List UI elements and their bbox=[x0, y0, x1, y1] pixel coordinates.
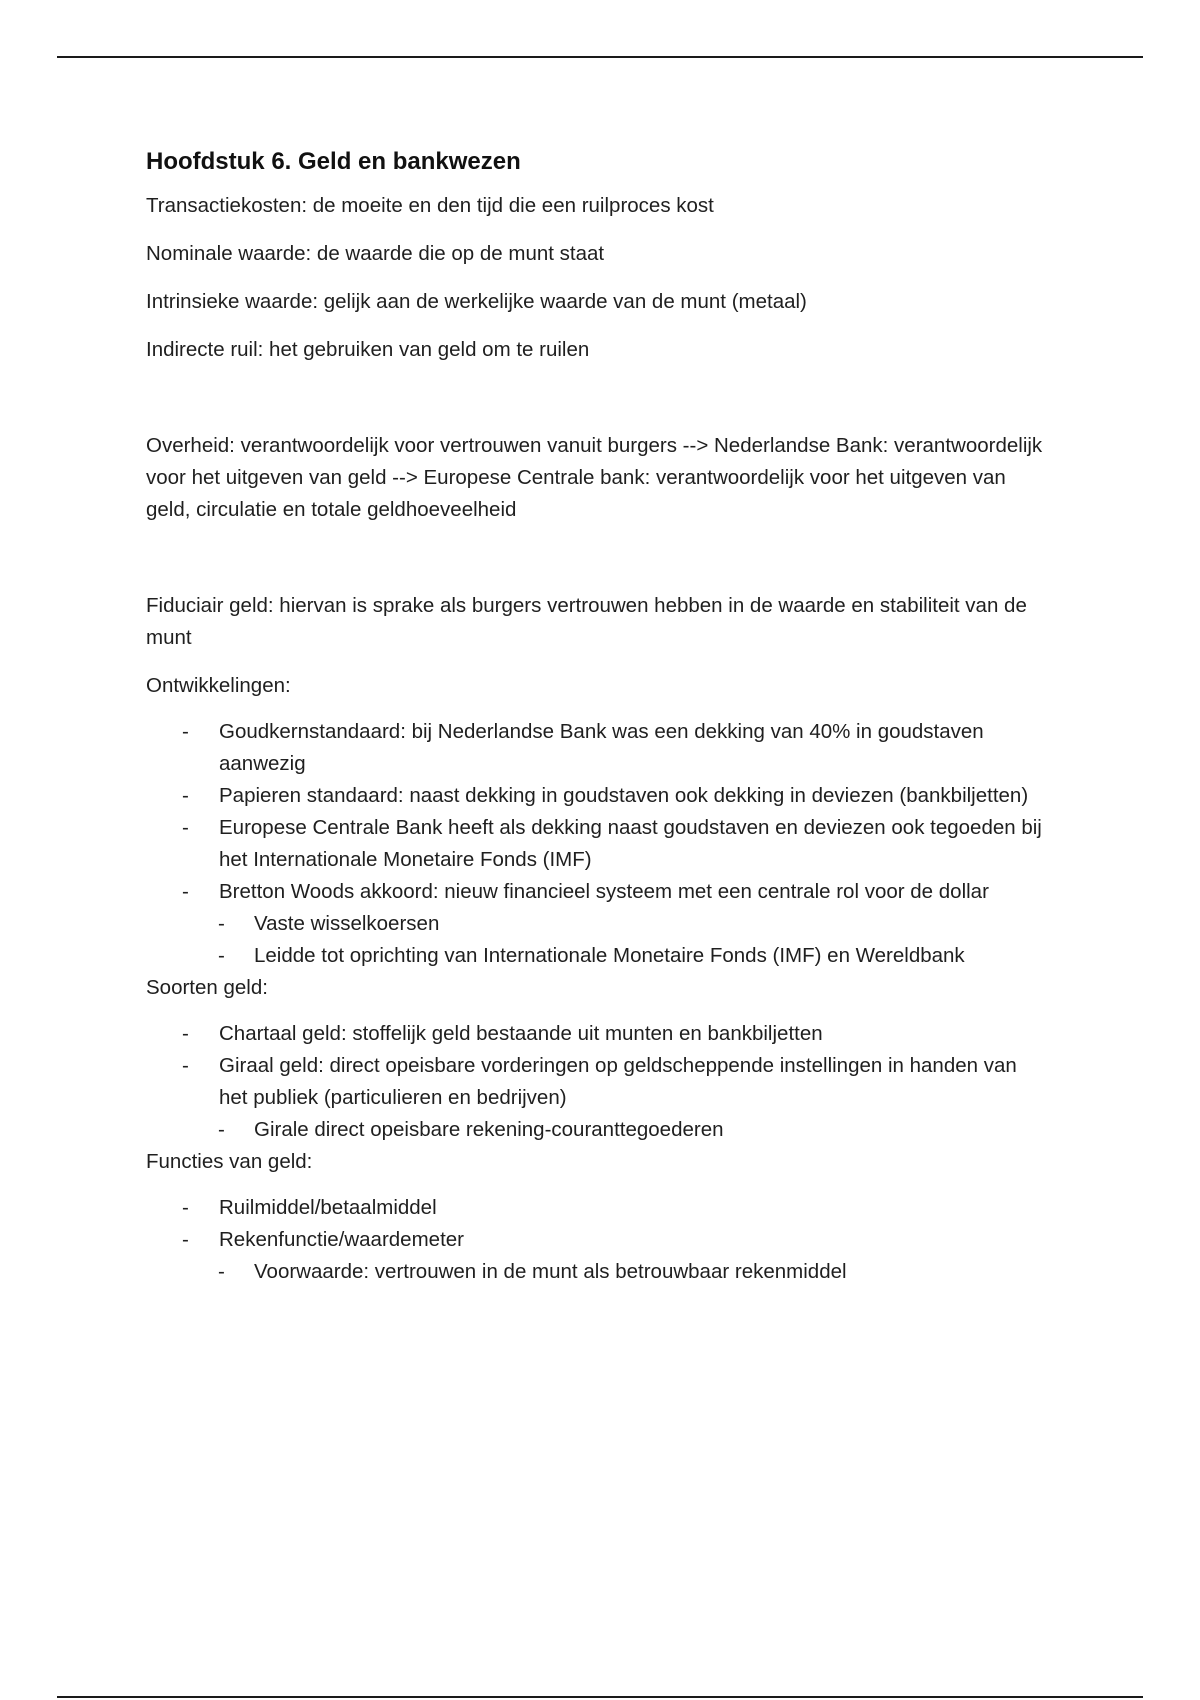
section-label-ontwikkelingen: Ontwikkelingen: bbox=[146, 674, 291, 697]
definition-transactiekosten: Transactiekosten: de moeite en den tijd die een ruilproces kost bbox=[146, 194, 714, 217]
list-item: - Europese Centrale Bank heeft als dekking naast goudstaven en deviezen ook tegoeden bij het Internationale Monetaire Fonds (IMF) bbox=[146, 812, 1046, 876]
definition-intrinsieke-waarde: Intrinsieke waarde: gelijk aan de werkelijke waarde van de munt (metaal) bbox=[146, 290, 807, 313]
sublist-giraal-geld bbox=[146, 1114, 1046, 1146]
list-soorten-geld bbox=[146, 1018, 1046, 1114]
section-label-functies-van-geld: Functies van geld: bbox=[146, 1150, 313, 1173]
list-item: - Ruilmiddel/betaalmiddel bbox=[146, 1192, 1046, 1224]
list-item: - Goudkernstandaard: bij Nederlandse Bank was een dekking van 40% in goudstaven aanwezig bbox=[146, 716, 1046, 780]
definition-nominale-waarde: Nominale waarde: de waarde die op de munt staat bbox=[146, 242, 605, 265]
sublist-bretton-woods bbox=[146, 908, 1046, 972]
paragraph-fiduciair-geld: Fiduciair geld: hiervan is sprake als burgers vertrouwen hebben in de waarde en stabiliteit van de munt bbox=[146, 594, 1027, 649]
document-body bbox=[146, 146, 1046, 1288]
sub-list-item: - Vaste wisselkoersen bbox=[146, 908, 1046, 940]
page-title: Hoofdstuk 6. Geld en bankwezen bbox=[146, 148, 521, 175]
definition-indirecte-ruil: Indirecte ruil: het gebruiken van geld om te ruilen bbox=[146, 338, 590, 361]
bottom-rule bbox=[57, 1696, 1143, 1698]
top-rule bbox=[57, 56, 1143, 58]
sub-list-item: - Voorwaarde: vertrouwen in de munt als betrouwbaar rekenmiddel bbox=[146, 1256, 1046, 1288]
sub-list-item: - Girale direct opeisbare rekening-couranttegoederen bbox=[146, 1114, 1046, 1146]
list-functies-van-geld bbox=[146, 1192, 1046, 1256]
list-item: - Rekenfunctie/waardemeter bbox=[146, 1224, 1046, 1256]
list-item: - Giraal geld: direct opeisbare vorderingen op geldscheppende instellingen in handen van het publiek (particulieren en bedrijven) bbox=[146, 1050, 1046, 1114]
sublist-rekenfunctie bbox=[146, 1256, 1046, 1288]
sub-list-item: - Leidde tot oprichting van Internationale Monetaire Fonds (IMF) en Wereldbank bbox=[146, 940, 1046, 972]
list-item: - Chartaal geld: stoffelijk geld bestaande uit munten en bankbiljetten bbox=[146, 1018, 1046, 1050]
list-item: - Papieren standaard: naast dekking in goudstaven ook dekking in deviezen (bankbiljetten) bbox=[146, 780, 1046, 812]
section-label-soorten-geld: Soorten geld: bbox=[146, 976, 268, 999]
list-item: - Bretton Woods akkoord: nieuw financieel systeem met een centrale rol voor de dollar bbox=[146, 876, 1046, 908]
paragraph-overheid: Overheid: verantwoordelijk voor vertrouwen vanuit burgers --> Nederlandse Bank: verantwoordelijk voor het uitgeven van geld --> Europese Centrale bank: verantwoordelijk voor het uitgeven van geld, circulatie en totale geldhoeveelheid bbox=[146, 434, 1043, 521]
list-ontwikkelingen bbox=[146, 716, 1046, 908]
